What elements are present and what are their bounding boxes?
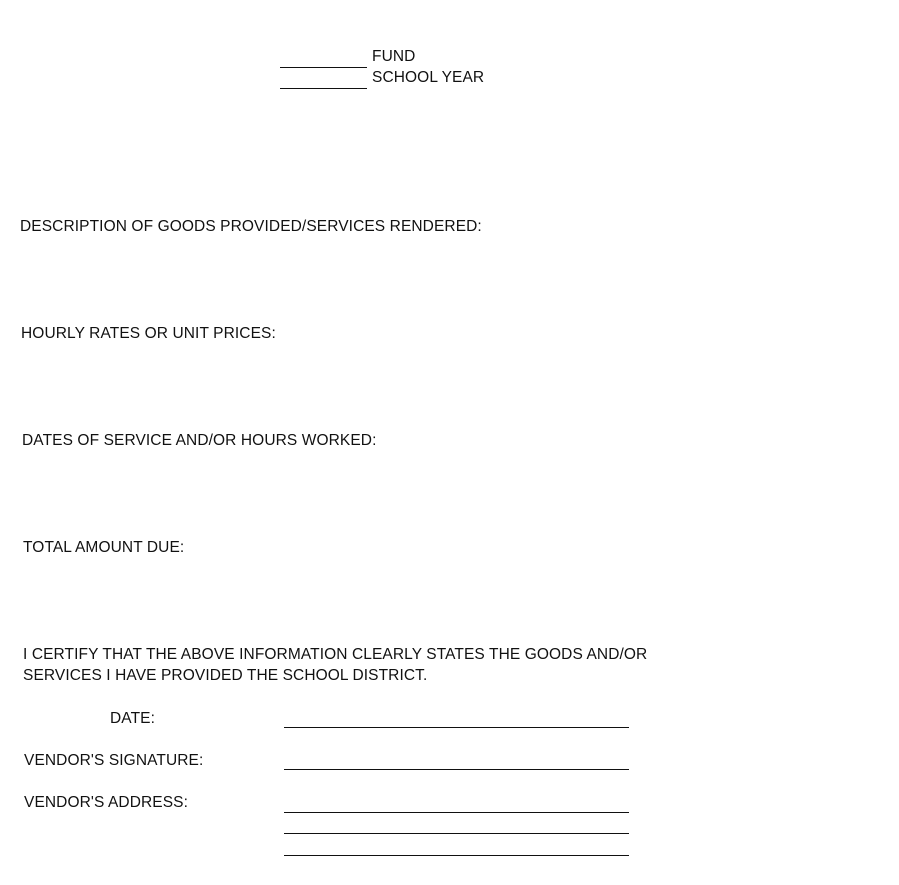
signature-field[interactable] bbox=[286, 752, 626, 768]
fund-label: FUND bbox=[372, 48, 416, 65]
fund-line bbox=[280, 67, 367, 68]
address-line-1 bbox=[284, 812, 629, 813]
address-field-1[interactable] bbox=[286, 795, 626, 811]
rates-field[interactable] bbox=[21, 350, 721, 410]
description-field[interactable] bbox=[20, 242, 720, 302]
address-field-2[interactable] bbox=[286, 816, 626, 832]
address-label: VENDOR'S ADDRESS: bbox=[24, 794, 189, 811]
dates-field[interactable] bbox=[22, 457, 722, 517]
fund-field[interactable] bbox=[282, 50, 366, 66]
dates-label: DATES OF SERVICE AND/OR HOURS WORKED: bbox=[22, 432, 377, 449]
rates-label: HOURLY RATES OR UNIT PRICES: bbox=[21, 325, 276, 342]
school-year-line bbox=[280, 88, 367, 89]
certification-line-2: SERVICES I HAVE PROVIDED THE SCHOOL DISTRICT. bbox=[23, 667, 428, 684]
address-field-3[interactable] bbox=[286, 838, 626, 854]
address-line-2 bbox=[284, 833, 629, 834]
certification-line-1: I CERTIFY THAT THE ABOVE INFORMATION CLEARLY STATES THE GOODS AND/OR bbox=[23, 646, 648, 663]
date-field[interactable] bbox=[286, 710, 626, 726]
total-label: TOTAL AMOUNT DUE: bbox=[23, 539, 185, 556]
signature-label: VENDOR'S SIGNATURE: bbox=[24, 752, 204, 769]
date-line bbox=[284, 727, 629, 728]
description-label: DESCRIPTION OF GOODS PROVIDED/SERVICES RENDERED: bbox=[20, 218, 482, 235]
total-field[interactable] bbox=[23, 564, 723, 614]
address-line-3 bbox=[284, 855, 629, 856]
signature-line bbox=[284, 769, 629, 770]
date-label: DATE: bbox=[110, 710, 155, 727]
school-year-label: SCHOOL YEAR bbox=[372, 69, 485, 86]
school-year-field[interactable] bbox=[282, 71, 366, 87]
